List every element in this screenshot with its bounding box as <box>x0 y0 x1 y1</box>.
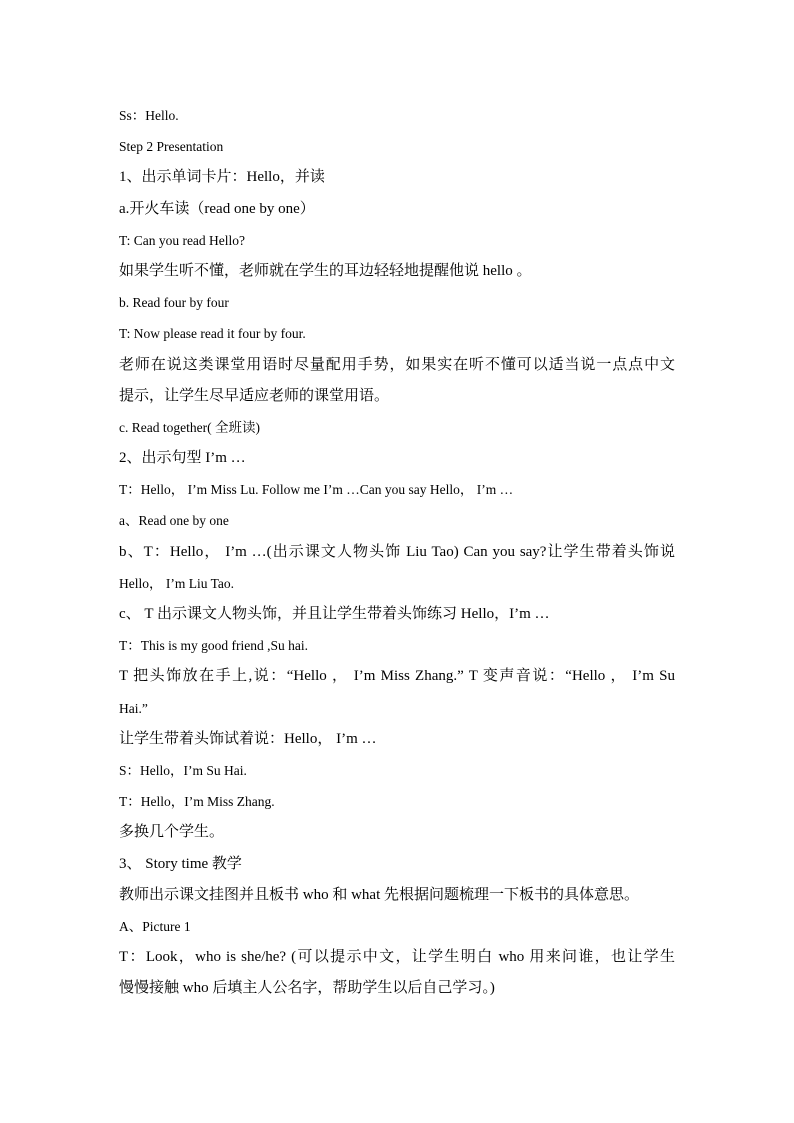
dialogue-line: T: Can you read Hello? <box>119 232 246 248</box>
instruction-line: a、Read one by one <box>119 513 229 529</box>
dialogue-line: Ss：Hello. <box>119 108 179 123</box>
dialogue-line: T：Hello，I’m Miss Zhang. <box>119 794 275 810</box>
note-line: 提示，让学生尽早适应老师的课堂用语。 <box>119 387 390 404</box>
instruction-line: 2、出示句型 I’m … <box>119 450 246 467</box>
instruction-line: T 把头饰放在手上,说：“Hello ， I’m Miss Zhang.” T 变声音说：“Hello ， I’m Su <box>119 668 675 685</box>
section-heading: 3、 Story time 教学 <box>119 855 242 872</box>
instruction-line: 让学生带着头饰试着说：Hello， I’m … <box>119 730 377 747</box>
instruction-line: b、T：Hello， I’m …(出示课文人物头饰 Liu Tao) Can you say?让学生带着头饰说 <box>119 543 675 560</box>
dialogue-line: Hai.” <box>119 700 148 716</box>
dialogue-line: Hello， I’m Liu Tao. <box>119 575 235 591</box>
dialogue-line: T：This is my good friend ,Su hai. <box>119 638 308 654</box>
picture-heading: A、Picture 1 <box>119 918 191 934</box>
note-line: 如果学生听不懂，老师就在学生的耳边轻轻地提醒他说 hello 。 <box>119 262 532 279</box>
note-line: 多换几个学生。 <box>119 824 225 841</box>
instruction-line: a.开火车读（read one by one） <box>119 200 315 217</box>
dialogue-line: T: Now please read it four by four. <box>119 326 306 342</box>
note-line: 老师在说这类课堂用语时尽量配用手势，如果实在听不懂可以适当说一点点中文 <box>119 356 675 373</box>
instruction-line: 教师出示课文挂图并且板书 who 和 what 先根据问题梳理一下板书的具体意思。 <box>119 886 639 903</box>
dialogue-line: S：Hello，I’m Su Hai. <box>119 762 247 778</box>
step-heading: Step 2 Presentation <box>119 139 224 155</box>
instruction-line: c. Read together( 全班读) <box>119 419 260 435</box>
dialogue-line: T：Look，who is she/he? (可以提示中文，让学生明白 who 用来问谁，也让学生 <box>119 949 675 966</box>
document-page <box>119 100 675 1004</box>
dialogue-line: T：Hello， I’m Miss Lu. Follow me I’m …Can you say Hello， I’m … <box>119 482 514 498</box>
note-line: 慢慢接触 who 后填主人公名字，帮助学生以后自己学习。) <box>119 980 495 997</box>
instruction-line: c、 T 出示课文人物头饰，并且让学生带着头饰练习 Hello，I’m … <box>119 606 550 622</box>
instruction-line: b. Read four by four <box>119 295 229 311</box>
instruction-line: 1、出示单词卡片：Hello，并读 <box>119 169 325 186</box>
